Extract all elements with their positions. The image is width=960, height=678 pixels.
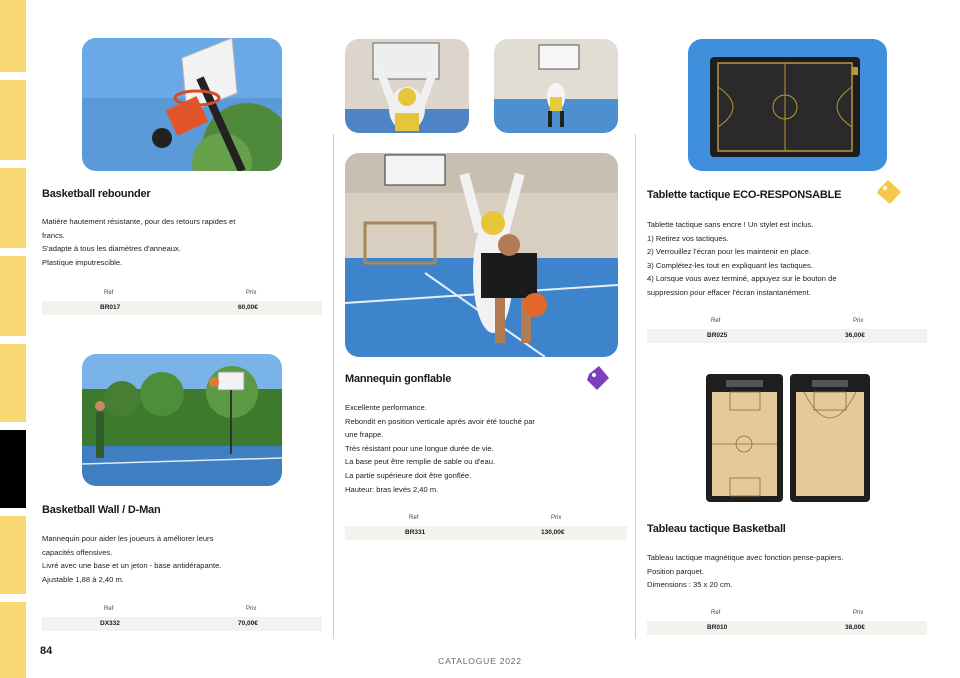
product-title: Basketball rebounder [42, 188, 151, 200]
ref-header: Ref [104, 606, 114, 612]
product-description [647, 218, 837, 300]
description-line: francs. [42, 230, 65, 240]
description-line: Excellente performance. [345, 403, 427, 412]
price-value: 36,00€ [845, 332, 865, 339]
price-header: Prix [853, 610, 864, 616]
description-line: une frappe. [345, 430, 384, 440]
ref-price-row [345, 526, 627, 540]
product-title: Tableau tactique Basketball [647, 523, 786, 535]
ref-value: BR025 [707, 332, 728, 339]
ref-price-table [647, 318, 927, 346]
ref-price-table [345, 515, 627, 543]
ref-price-row [647, 621, 927, 635]
section-tabs [0, 0, 26, 678]
section-tab[interactable] [0, 344, 26, 422]
description-line: Très résistant pour une longue durée de vie. [345, 443, 494, 453]
description-line: capacités offensives. [42, 547, 113, 557]
tactic-board-left-photo [706, 374, 783, 502]
description-line: Tablette tactique sans encre ! Un stylet est inclus. [647, 220, 814, 229]
description-line: Livré avec une base et un jeton - base antidérapante. [42, 561, 222, 571]
ref-price-table [42, 290, 322, 318]
price-header: Prix [853, 318, 864, 324]
rebounder-photo [82, 38, 282, 171]
dman-photo [82, 354, 282, 486]
ref-value: BR010 [707, 624, 728, 631]
tablet-photo [688, 39, 887, 171]
ref-price-row [647, 329, 927, 343]
description-line: Hauteur: bras levés 2,40 m. [345, 484, 439, 494]
ref-value: BR017 [100, 304, 121, 311]
description-line: Mannequin pour aider les joueurs à améliorer leurs [42, 534, 214, 543]
ref-price-table [42, 606, 322, 634]
product-description [42, 215, 235, 269]
price-header: Prix [551, 515, 562, 521]
price-value: 130,00€ [541, 529, 565, 536]
product-title: Basketball Wall / D-Man [42, 504, 161, 516]
description-line: Dimensions : 35 x 20 cm. [647, 580, 733, 590]
product-title: Mannequin gonflable [345, 373, 452, 385]
tactic-board-right-photo [790, 374, 870, 502]
catalogue-footer: CATALOGUE 2022 [438, 656, 522, 666]
section-tab[interactable] [0, 168, 26, 248]
product-description [647, 551, 843, 592]
ref-price-row [42, 301, 322, 315]
ref-price-table [647, 610, 927, 638]
description-line: 3) Complétez-les tout en expliquant les tactiques. [647, 260, 813, 270]
mannequin-thumb-1 [345, 39, 469, 133]
section-tab[interactable] [0, 256, 26, 336]
description-line: Plastique imputrescible. [42, 257, 123, 267]
purple-tag-icon [585, 364, 611, 392]
description-line: La partie supérieure doit être gonflée. [345, 470, 472, 480]
price-header: Prix [246, 290, 257, 296]
description-line: 2) Verrouillez l'écran pour les maintenir en place. [647, 247, 811, 257]
section-tab[interactable] [0, 516, 26, 594]
price-header: Prix [246, 606, 257, 612]
mannequin-photo [345, 153, 618, 357]
description-line: La base peut être remplie de sable ou d'eau. [345, 457, 496, 467]
ref-header: Ref [409, 515, 419, 521]
description-line: Rebondit en position verticale après avoir été touché par [345, 416, 535, 426]
description-line: 1) Retirez vos tactiques. [647, 233, 729, 243]
column-divider [635, 134, 636, 639]
ref-header: Ref [711, 610, 721, 616]
ref-header: Ref [104, 290, 114, 296]
section-tab[interactable] [0, 80, 26, 160]
page-number: 84 [40, 645, 53, 657]
mannequin-thumb-2 [494, 39, 618, 133]
product-description [345, 401, 535, 496]
price-value: 38,00€ [845, 624, 865, 631]
description-line: Matière hautement résistante, pour des retours rapides et [42, 217, 236, 226]
price-value: 60,00€ [238, 304, 258, 311]
product-title: Tablette tactique ECO-RESPONSABLE [647, 189, 842, 201]
description-line: 4) Lorsque vous avez terminé, appuyez sur le bouton de [647, 274, 837, 284]
eco-tag-icon [874, 177, 904, 207]
section-tab[interactable] [0, 602, 26, 678]
column-divider [333, 134, 334, 639]
product-description [42, 532, 221, 586]
description-line: Ajustable 1,88 à 2,40 m. [42, 574, 124, 584]
description-line: suppression pour effacer l'écran instantanément. [647, 287, 811, 297]
description-line: Tableau tactique magnétique avec fonction pense-papiers. [647, 553, 844, 562]
ref-value: DX332 [100, 620, 120, 627]
ref-value: BR331 [405, 529, 426, 536]
ref-header: Ref [711, 318, 721, 324]
price-value: 70,00€ [238, 620, 258, 627]
ref-price-row [42, 617, 322, 631]
section-tab-active[interactable] [0, 430, 26, 508]
section-tab[interactable] [0, 0, 26, 72]
description-line: S'adapte à tous les diamètres d'anneaux. [42, 244, 181, 254]
description-line: Position parquet. [647, 566, 704, 576]
